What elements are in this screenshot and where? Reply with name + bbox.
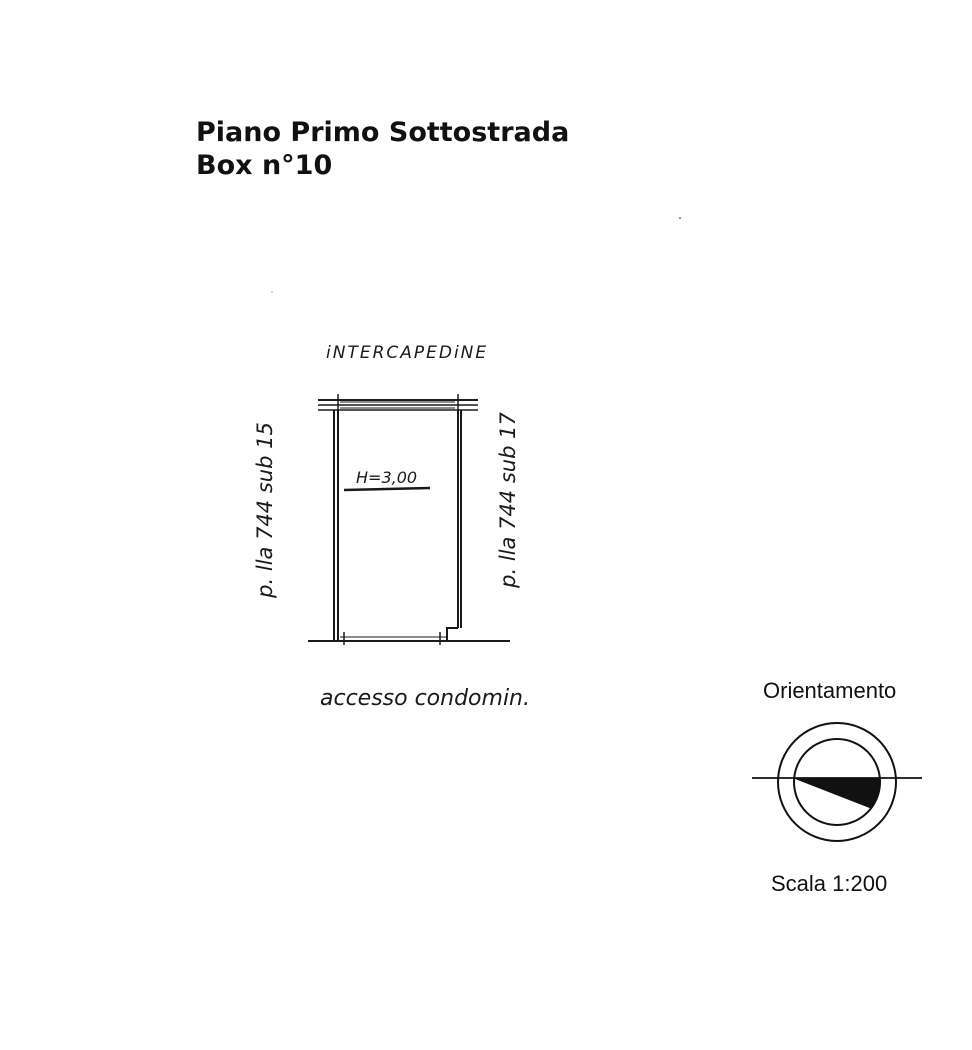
left-parcel-label: p. lla 744 sub 15 [253,422,277,598]
scan-speck [271,291,273,293]
box-number-title: Box n°10 [196,149,333,181]
box-walls [334,410,461,641]
access-label: accesso condomin. [320,686,530,711]
compass-rose-icon [752,723,922,841]
right-parcel-label: p. lla 744 sub 17 [496,412,520,588]
top-wall [318,394,478,416]
floor-title: Piano Primo Sottostrada [196,117,570,148]
height-underline [344,488,430,490]
orientation-label: Orientamento [763,678,897,703]
ceiling-height-label: H=3,00 [356,468,418,487]
scan-speck [679,217,681,219]
scale-label: Scala 1:200 [771,871,888,896]
cavity-label: iNTERCAPEDiNE [326,343,489,363]
